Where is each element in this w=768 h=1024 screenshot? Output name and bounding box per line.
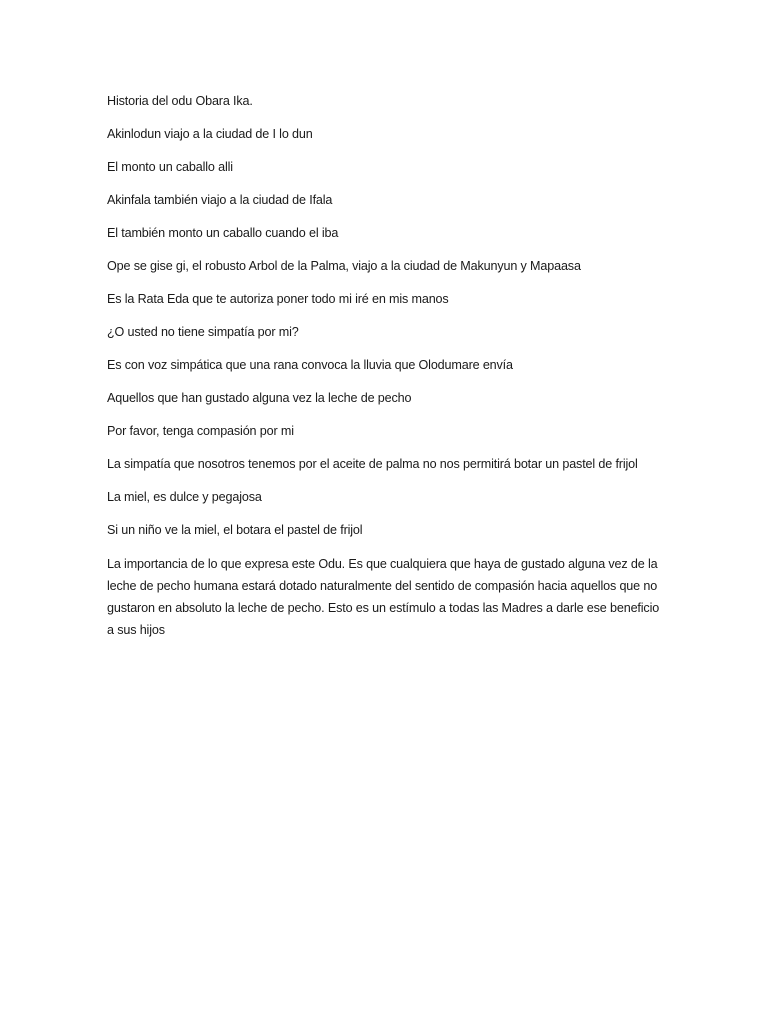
document-title: Historia del odu Obara Ika. <box>107 94 253 108</box>
text-line: La miel, es dulce y pegajosa <box>107 490 262 504</box>
document-body <box>107 91 667 641</box>
text-line: Akinfala también viajo a la ciudad de Ifala <box>107 193 333 207</box>
text-line: Por favor, tenga compasión por mi <box>107 424 294 438</box>
text-line: Aquellos que han gustado alguna vez la leche de pecho <box>107 391 412 405</box>
text-line: Akinlodun viajo a la ciudad de I lo dun <box>107 127 313 141</box>
closing-paragraph: La importancia de lo que expresa este Odu. Es que cualquiera que haya de gustado alguna vez de la leche de pecho humana estará dotado naturalmente del sentido de compasión hacia aquellos que no gustaron en absoluto la leche de pecho. Esto es un estímulo a todas las Madres a darle ese beneficio a sus hijos <box>107 557 660 637</box>
text-line: Es la Rata Eda que te autoriza poner todo mi iré en mis manos <box>107 292 449 306</box>
text-line: La simpatía que nosotros tenemos por el aceite de palma no nos permitirá botar un pastel de frijol <box>107 457 638 471</box>
text-line: Si un niño ve la miel, el botara el pastel de frijol <box>107 523 363 537</box>
text-line: El monto un caballo alli <box>107 160 233 174</box>
text-line: El también monto un caballo cuando el iba <box>107 226 339 240</box>
text-line: Ope se gise gi, el robusto Arbol de la Palma, viajo a la ciudad de Makunyun y Mapaasa <box>107 259 581 273</box>
text-line: Es con voz simpática que una rana convoca la lluvia que Olodumare envía <box>107 358 513 372</box>
text-line: ¿O usted no tiene simpatía por mi? <box>107 325 299 339</box>
